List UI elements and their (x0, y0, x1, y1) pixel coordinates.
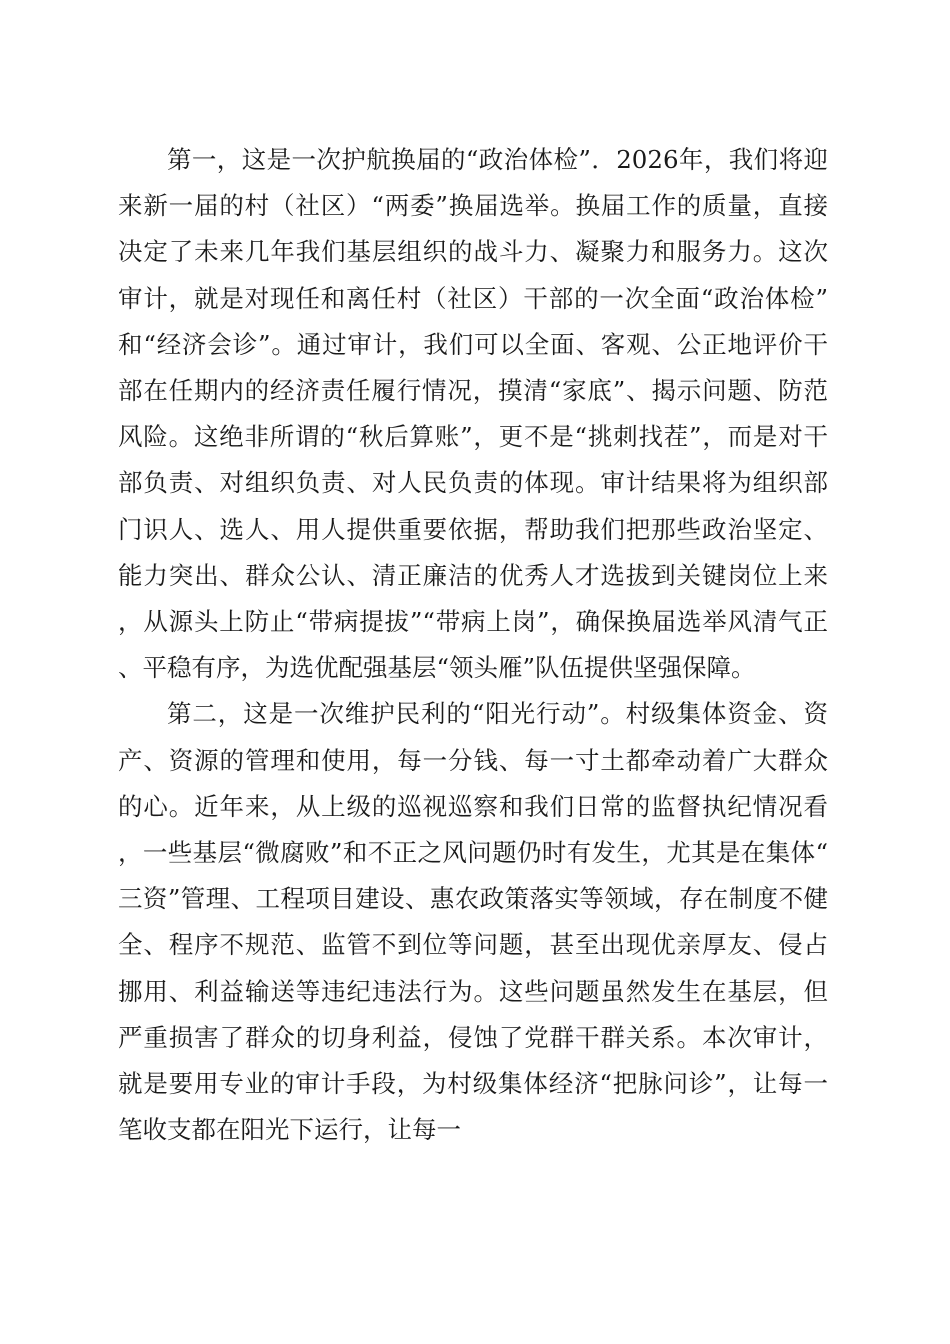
paragraph-first: 第一，这是一次护航换届的“政治体检”．2026年，我们将迎来新一届的村（社区）“两委”换届选举。换届工作的质量，直接决定了未来几年我们基层组织的战斗力、凝聚力和服务力。这次审计，就是对现任和离任村（社区）干部的一次全面“政治体检”和“经济会诊”。通过审计，我们可以全面、客观、公正地评价干部在任期内的经济责任履行情况，摸清“家底”、揭示问题、防范风险。这绝非所谓的“秋后算账”，更不是“挑刺找茬”，而是对干部负责、对组织负责、对人民负责的体现。审计结果将为组织部门识人、选人、用人提供重要依据，帮助我们把那些政治坚定、能力突出、群众公认、清正廉洁的优秀人才选拔到关键岗位上来，从源头上防止“带病提拔”“带病上岗”，确保换届选举风清气正、平稳有序，为选优配强基层“领头雁”队伍提供坚强保障。 (118, 145, 828, 683)
paragraph-second: 第二，这是一次维护民利的“阳光行动”。村级集体资金、资产、资源的管理和使用，每一分钱、每一寸土都牵动着广大群众的心。近年来，从上级的巡视巡察和我们日常的监督执纪情况看，一些基层“微腐败”和不正之风问题仍时有发生，尤其是在集体“三资”管理、工程项目建设、惠农政策落实等领域，存在制度不健全、程序不规范、监管不到位等问题，甚至出现优亲厚友、侵占挪用、利益输送等违纪违法行为。这些问题虽然发生在基层，但严重损害了群众的切身利益，侵蚀了党群干群关系。本次审计，就是要用专业的审计手段，为村级集体经济“把脉问诊”，让每一笔收支都在阳光下运行，让每一 (118, 699, 828, 1145)
document-body (118, 137, 828, 1153)
